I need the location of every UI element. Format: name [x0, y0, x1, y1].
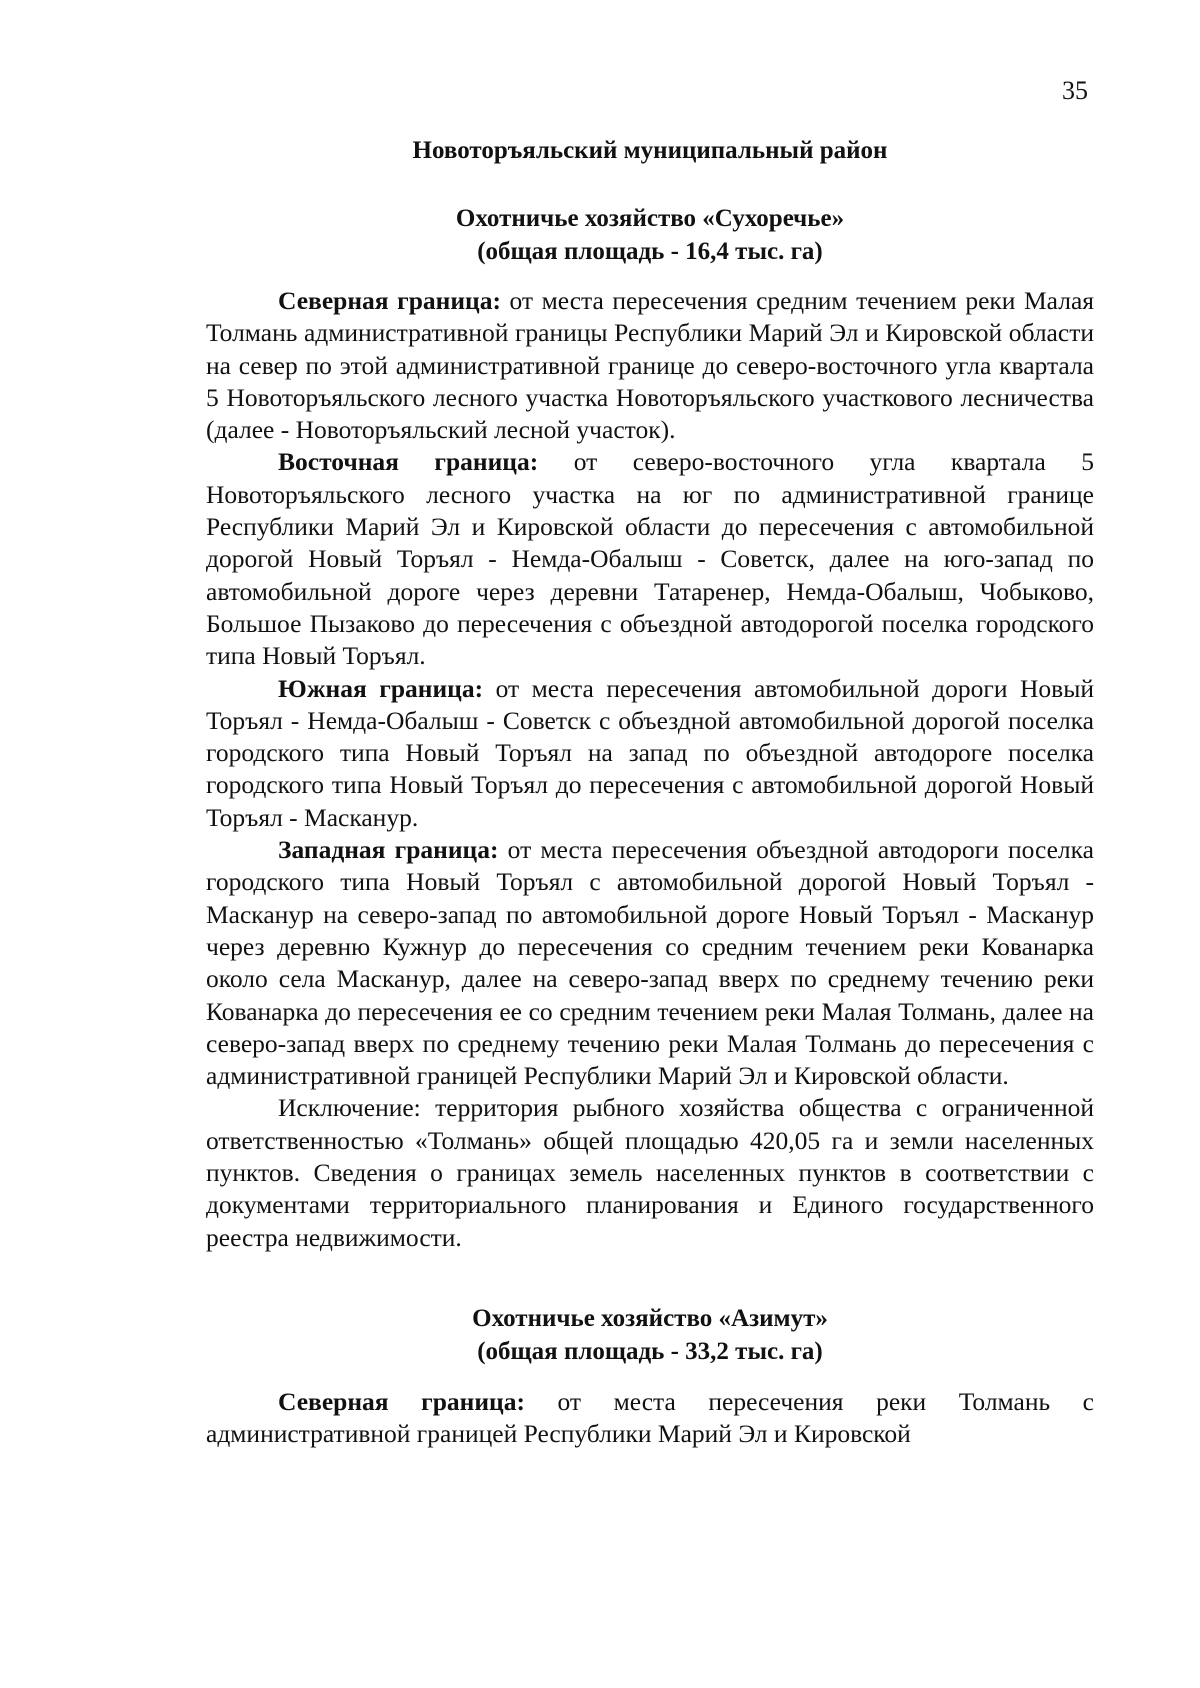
section-title: Охотничье хозяйство «Сухоречье»: [455, 205, 845, 232]
boundary-label: Западная граница:: [278, 835, 499, 865]
section-area: (общая площадь - 33,2 тыс. га): [477, 1338, 823, 1365]
boundary-label: Северная граница:: [278, 1387, 525, 1416]
boundary-paragraph-north: [206, 285, 1094, 446]
page-number: 35: [1062, 76, 1088, 105]
section-sukhorechye-header: [206, 202, 1094, 268]
boundary-paragraph-east: [206, 446, 1094, 672]
boundary-text: от места пересечения объездной автодороги поселка городского типа Новый Торъял с автомобильной дорогой Новый Торъял - Масканур на северо-запад по автомобильной дороге Новый Торъял - Масканур через деревню Кужнур до пересечения со средним течением реки Кованарка около села Масканур, далее на северо-запад вверх по среднему течению реки Кованарка до пересечения ее со средним течением реки Малая Толмань, далее на северо-запад вверх по среднему течению реки Малая Толмань до пересечения с административной границей Республики Марий Эл и Кировской области.: [206, 835, 1094, 1091]
section-area: (общая площадь - 16,4 тыс. га): [477, 238, 823, 265]
boundary-label: Восточная граница:: [278, 447, 539, 477]
district-title: Новоторъяльский муниципальный район: [412, 137, 888, 164]
boundary-paragraph-west: [206, 834, 1094, 1092]
boundary-label: Южная граница:: [278, 673, 484, 703]
boundary-label: Северная граница:: [278, 286, 501, 315]
boundary-text: от места пересечения автомобильной дороги Новый Торъял - Немда-Обалыш - Советск с объездной автомобильной дорогой поселка городского типа Новый Торъял на запад по объездной автодороге поселка городского типа Новый Торъял до пересечения с автомобильной дорогой Новый Торъял - Масканур.: [206, 673, 1094, 832]
boundary-paragraph-south: [206, 673, 1094, 834]
section-sukhorechye-body: [206, 285, 1094, 1254]
exception-text: Исключение: территория рыбного хозяйства общества с ограниченной ответственностью «Толмань» общей площадью 420,05 га и земли населенных пунктов. Сведения о границах земель населенных пунктов в соответствии с документами территориального планирования и Единого государственного реестра недвижимости.: [206, 1093, 1094, 1252]
boundary-text: от места пересечения средним течением реки Малая Толмань административной границы Республики Марий Эл и Кировской области на север по этой административной границе до северо-восточного угла квартала 5 Новоторъяльского лесного участка Новоторъяльского участкового лесничества (далее - Новоторъяльский лесной участок).: [206, 286, 1094, 445]
boundary-text: от места пересечения реки Толмань с административной границей Республики Марий Эл и Кировской: [206, 1387, 1094, 1449]
section-azimut-body: [206, 1386, 1094, 1451]
exception-paragraph: [206, 1092, 1094, 1253]
section-azimut-header: [206, 1302, 1094, 1368]
section-title: Охотничье хозяйство «Азимут»: [472, 1305, 828, 1332]
boundary-paragraph-north: [206, 1386, 1094, 1451]
district-title-block: [206, 134, 1094, 167]
boundary-text: от северо-восточного угла квартала 5 Новоторъяльского лесного участка на юг по административной границе Республики Марий Эл и Кировской области до пересечения с автомобильной дорогой Новый Торъял - Немда-Обалыш - Советск, далее на юго-запад по автомобильной дороге через деревни Татаренер, Немда-Обалыш, Чобыково, Большое Пызаково до пересечения с объездной автодорогой поселка городского типа Новый Торъял.: [206, 447, 1094, 671]
